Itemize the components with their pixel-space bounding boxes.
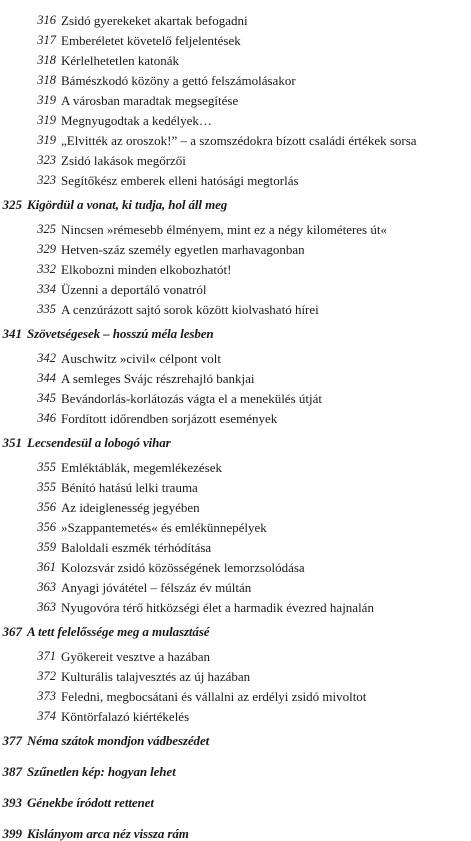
entry-page-number: 363 [37, 600, 56, 614]
entry-title: Az ideiglenesség jegyében [61, 500, 200, 515]
entry-title: Segítőkész emberek elleni hatósági megtorlás [61, 173, 299, 188]
entry-page-number: 332 [37, 262, 56, 276]
entry-page-number: 361 [37, 560, 56, 574]
entry-title: Anyagi jóvátétel – félszáz év múltán [61, 580, 252, 595]
chapter-page-number: 387 [2, 764, 22, 779]
entry-title: Feledni, megbocsátani és vállalni az erdélyi zsidó mivoltot [61, 689, 367, 704]
entry-page-number: 325 [37, 222, 56, 236]
entry-page-number: 346 [37, 411, 56, 425]
entry-title: A városban maradtak megsegítése [61, 93, 239, 108]
chapter-page-number: 367 [2, 624, 22, 639]
entry-page-number: 373 [37, 689, 56, 703]
entry-title: A semleges Svájc részrehajló bankjai [61, 371, 255, 386]
entry-page-number: 355 [37, 480, 56, 494]
entry-page-number: 319 [37, 93, 56, 107]
entry-title: Baloldali eszmék térhódítása [61, 540, 212, 555]
chapter-page-number: 341 [2, 326, 22, 341]
entry-title: Emléktáblák, megemlékezések [61, 460, 222, 475]
entry-page-number: 334 [37, 282, 56, 296]
entry-title: Zsidó gyerekeket akartak befogadni [61, 13, 248, 28]
entry-page-number: 323 [37, 173, 56, 187]
entry-title: Üzenni a deportáló vonatról [61, 282, 207, 297]
entry-title: Bámészkodó közöny a gettó felszámolásakor [61, 73, 296, 88]
entry-title: Auschwitz »civil« célpont volt [61, 351, 221, 366]
entry-page-number: 344 [37, 371, 56, 385]
entry-page-number: 356 [37, 500, 56, 514]
entry-page-number: 319 [37, 113, 56, 127]
entry-title: A cenzúrázott sajtó sorok között kiolvasható hírei [61, 302, 319, 317]
entry-title: Bénító hatású lelki trauma [61, 480, 198, 495]
entry-page-number: 319 [37, 133, 56, 147]
entry-page-number: 363 [37, 580, 56, 594]
entry-title: Nyugovóra térő hitközségi élet a harmadik évezred hajnalán [61, 600, 374, 615]
entry-page-number: 316 [37, 13, 56, 27]
entry-title: Kulturális talajvesztés az új hazában [61, 669, 251, 684]
chapter-title: Lecsendesül a lobogó vihar [27, 435, 171, 450]
chapter-page-number: 399 [2, 826, 22, 841]
chapter-page-number: 351 [2, 435, 22, 450]
entry-page-number: 335 [37, 302, 56, 316]
entry-title: Hetven-száz személy egyetlen marhavagonban [61, 242, 305, 257]
entry-title: Bevándorlás-korlátozás vágta el a menekülés útját [61, 391, 322, 406]
entry-title: Emberéletet követelő feljelentések [61, 33, 241, 48]
entry-page-number: 359 [37, 540, 56, 554]
entry-page-number: 374 [37, 709, 56, 723]
chapter-page-number: 325 [2, 197, 22, 212]
entry-title: „Elvitték az oroszok!” – a szomszédokra bízott családi értékek sorsa [61, 133, 417, 148]
entry-page-number: 318 [37, 53, 56, 67]
chapter-title: Kislányom arca néz vissza rám [27, 826, 189, 841]
entry-title: Fordított időrendben sorjázott események [61, 411, 278, 426]
entry-page-number: 329 [37, 242, 56, 256]
entry-page-number: 342 [37, 351, 56, 365]
chapter-title: Génekbe íródott rettenet [27, 795, 154, 810]
entry-page-number: 317 [37, 33, 56, 47]
entry-page-number: 345 [37, 391, 56, 405]
entry-title: Gyökereit vesztve a hazában [61, 649, 211, 664]
entry-page-number: 318 [37, 73, 56, 87]
chapter-title: Szűnetlen kép: hogyan lehet [27, 764, 176, 779]
entry-page-number: 372 [37, 669, 56, 683]
entry-title: Kolozsvár zsidó közösségének lemorzsolódása [61, 560, 305, 575]
entry-title: Megnyugodtak a kedélyek… [61, 113, 212, 128]
entry-title: Kérlelhetetlen katonák [61, 53, 180, 68]
entry-page-number: 356 [37, 520, 56, 534]
entry-page-number: 355 [37, 460, 56, 474]
entry-title: Elkobozni minden elkobozhatót! [61, 262, 232, 277]
entry-page-number: 323 [37, 153, 56, 167]
chapter-title: A tett felelőssége meg a mulasztásé [27, 624, 210, 639]
entry-title: Nincsen »rémesebb élményem, mint ez a négy kilométeres út« [61, 222, 387, 237]
chapter-title: Szövetségesek – hosszú méla lesben [27, 326, 214, 341]
entry-page-number: 371 [37, 649, 56, 663]
chapter-page-number: 377 [2, 733, 22, 748]
chapter-title: Kigördül a vonat, ki tudja, hol áll meg [27, 197, 228, 212]
entry-title: Köntörfalazó kiértékelés [61, 709, 190, 724]
chapter-title: Néma szátok mondjon vádbeszédet [27, 733, 210, 748]
entry-title: »Szappantemetés« és emlékünnepélyek [61, 520, 267, 535]
entry-title: Zsidó lakások megőrzői [61, 153, 186, 168]
chapter-page-number: 393 [2, 795, 22, 810]
